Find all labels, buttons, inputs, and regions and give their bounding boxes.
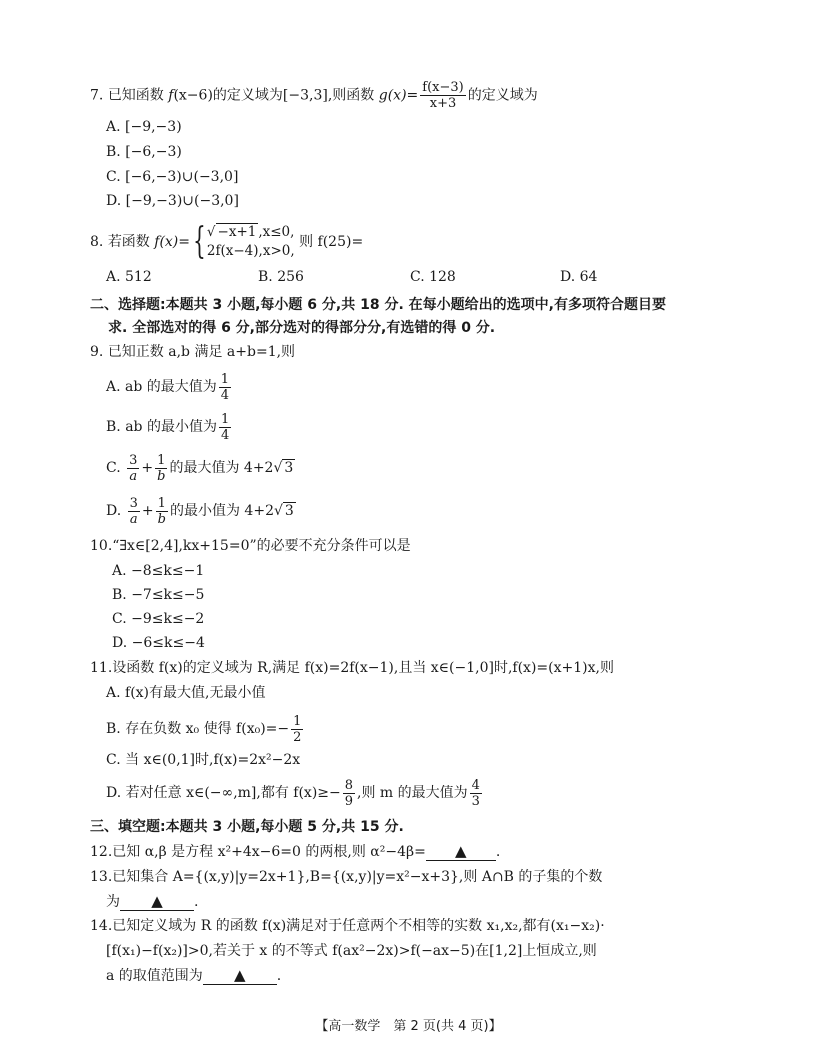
- q9-d-num1: 3: [129, 495, 138, 511]
- q13-number: 13.: [90, 869, 113, 885]
- q11-d-fraction2: [470, 778, 482, 809]
- q9-option-b: [106, 410, 233, 444]
- q10-stem: [90, 537, 411, 555]
- q11-d-num1: 8: [344, 777, 354, 793]
- q10-option-b: B. −7≤k≤−5: [112, 587, 205, 603]
- q9-b-fraction: [219, 412, 231, 443]
- section2-instructions: 求. 全部选对的得 6 分,部分选对的得部分分,有选错的得 0 分.: [108, 320, 496, 336]
- q9-d-den1: a: [129, 511, 138, 527]
- q7-fraction: [420, 80, 465, 111]
- q14-line3: [106, 967, 281, 985]
- q12-end: .: [495, 844, 501, 860]
- q9-d-fraction2: [156, 496, 168, 527]
- q9-c-den1: a: [129, 468, 138, 484]
- q9-a-den: 4: [220, 387, 230, 403]
- q8-option-d: D. 64: [560, 269, 598, 285]
- q9-d-fraction1: [128, 496, 140, 527]
- q9-a-text: A. ab 的最大值为: [106, 379, 217, 395]
- q14-answer-blank[interactable]: [203, 967, 277, 985]
- q7-stem-a: 已知函数: [107, 87, 164, 104]
- q7-option-c: C. [−6,−3)∪(−3,0]: [106, 169, 239, 185]
- q9-c-label: C.: [106, 460, 121, 476]
- q14-triangle-icon: ▲: [234, 966, 246, 984]
- q9-c-fraction2: [155, 453, 167, 484]
- q7-stem-b: 的定义域为[−3,3],则函数: [212, 87, 375, 104]
- q12-triangle-icon: ▲: [455, 842, 467, 860]
- q9-c-num2: 1: [155, 453, 167, 469]
- q8-option-a: A. 512: [106, 269, 152, 285]
- q7-fx-name: f: [168, 87, 174, 104]
- q13-stem-text: 已知集合 A={(x,y)|y=2x+1},B={(x,y)|y=x²−x+3},则 A∩B 的子集的个数: [112, 869, 603, 885]
- q11-number: 11.: [90, 660, 113, 676]
- q10-option-a: A. −8≤k≤−1: [112, 563, 205, 579]
- q9-b-den: 4: [220, 427, 230, 443]
- page-footer: 【高一数学 第 2 页(共 4 页)】: [315, 1019, 502, 1034]
- q10-option-d: D. −6≤k≤−4: [112, 635, 205, 651]
- q8-stem: [90, 222, 363, 262]
- q9-option-c: C. $\frac{3}{a}$ + $\frac{1}{b}$ 的最大值为 4+2√ 3: [106, 452, 294, 484]
- q8-brace: {: [193, 221, 206, 262]
- q9-a-num: 1: [220, 371, 230, 387]
- q12-stem: [90, 843, 500, 861]
- q10-number: 10.: [90, 538, 113, 554]
- q8-option-b: B. 256: [258, 269, 304, 285]
- q9-option-a: [106, 370, 233, 404]
- q11-option-c: C. 当 x∈(0,1]时,f(x)=2x²−2x: [106, 752, 301, 768]
- q8-case1-expr: −x+1: [217, 224, 257, 240]
- q8-stem-b: 则 f(25)=: [299, 234, 364, 250]
- q10-option-c: C. −9≤k≤−2: [112, 611, 205, 627]
- q12-number: 12.: [90, 844, 113, 860]
- q12-stem-text: 已知 α,β 是方程 x²+4x−6=0 的两根,则 α²−4β=: [112, 844, 426, 860]
- q11-d-mid: ,则 m 的最大值为: [357, 785, 468, 801]
- q13-triangle-icon: ▲: [151, 892, 163, 910]
- q7-g-expr: g(x)=: [378, 87, 419, 104]
- q8-case1-cond: ,x≤0,: [258, 224, 295, 240]
- q9-d-plus: +: [141, 503, 154, 519]
- q11-option-b: [106, 712, 305, 746]
- q7-number: 7.: [90, 87, 104, 104]
- q13-end: .: [194, 894, 199, 910]
- q14-line3-text: a 的取值范围为: [106, 968, 203, 984]
- q7-stem: [90, 80, 538, 111]
- q13-line2-text: 为: [106, 894, 120, 910]
- q9-c-sqrt: 3: [284, 460, 294, 476]
- q14-number: 14.: [90, 918, 113, 934]
- q14-line2: [f(x₁)−f(x₂)]>0,若关于 x 的不等式 f(ax²−2x)>f(−ax−5)在[1,2]上恒成立,则: [106, 943, 597, 959]
- q9-d-den2: b: [157, 511, 166, 527]
- q9-c-den2: b: [157, 468, 166, 484]
- q8-number: 8.: [90, 234, 104, 250]
- q12-answer-blank[interactable]: [426, 843, 496, 861]
- q11-b-text: B. 存在负数 x₀ 使得 f(x₀)=−: [106, 721, 290, 737]
- q11-b-num: 1: [293, 713, 302, 729]
- q8-piecewise: [207, 223, 295, 261]
- q14-line1: [90, 917, 605, 935]
- q9-c-num1: 3: [129, 452, 138, 468]
- q8-case1: √ −x+1 ,x≤0,: [206, 224, 295, 240]
- q7-frac-num: f(x−3): [422, 80, 464, 95]
- q14-end: .: [276, 968, 282, 984]
- q11-d-fraction1: [343, 778, 355, 809]
- q9-d-sqrt: 3: [284, 503, 294, 519]
- q8-stem-a: 若函数: [107, 234, 150, 250]
- q9-c-plus: +: [141, 460, 154, 476]
- q13-line2: [106, 893, 198, 911]
- q7-stem-c: 的定义域为: [467, 87, 538, 104]
- q9-d-post: 的最小值为 4+2: [169, 503, 274, 519]
- q8-fx: f(x)=: [154, 234, 190, 250]
- q9-stem-text: 已知正数 a,b 满足 a+b=1,则: [107, 344, 296, 360]
- q11-option-d: [106, 776, 484, 810]
- q11-d-den1: 9: [344, 793, 354, 809]
- q9-d-num2: 1: [156, 496, 168, 512]
- q11-stem: [90, 659, 614, 677]
- q8-case2: 2f(x−4),x>0,: [206, 243, 295, 259]
- q13-answer-blank[interactable]: [120, 893, 194, 911]
- q7-frac-den: x+3: [429, 96, 457, 111]
- q13-stem: [90, 868, 602, 886]
- q11-stem-text: 设函数 f(x)的定义域为 R,满足 f(x)=2f(x−1),且当 x∈(−1,0]时,f(x)=(x+1)x,则: [112, 660, 614, 676]
- q7-option-b: B. [−6,−3): [106, 144, 182, 160]
- q7-fx-arg: (x−6): [173, 87, 213, 104]
- q11-d-den2: 3: [471, 793, 480, 809]
- q11-d-text: D. 若对任意 x∈(−∞,m],都有 f(x)≥−: [106, 785, 341, 801]
- q11-option-a: A. f(x)有最大值,无最小值: [106, 685, 266, 701]
- q10-stem-text: “∃x∈[2,4],kx+15=0”的必要不充分条件可以是: [112, 538, 411, 554]
- section2-heading: 二、选择题:本题共 3 小题,每小题 6 分,共 18 分. 在每小题给出的选项中,有多项符合题目要: [90, 297, 666, 313]
- q9-c-post: 的最大值为 4+2: [169, 460, 274, 476]
- q9-option-d: D. $\frac{3}{a}$ + $\frac{1}{b}$ 的最小值为 4+2√ 3: [106, 495, 294, 527]
- q11-d-num2: 4: [471, 777, 480, 793]
- q11-b-fraction: [291, 714, 303, 745]
- q11-b-den: 2: [293, 729, 302, 745]
- q7-option-d: D. [−9,−3)∪(−3,0]: [106, 193, 239, 209]
- q9-b-num: 1: [220, 411, 230, 427]
- section3-heading: 三、填空题:本题共 3 小题,每小题 5 分,共 15 分.: [90, 819, 404, 835]
- q14-line1-text: 已知定义域为 R 的函数 f(x)满足对于任意两个不相等的实数 x₁,x₂,都有(x₁−x₂)·: [112, 918, 605, 934]
- q7-option-a: A. [−9,−3): [106, 119, 182, 135]
- q9-b-text: B. ab 的最小值为: [106, 419, 217, 435]
- q9-stem: [90, 343, 295, 361]
- q9-a-fraction: [219, 372, 231, 403]
- q9-number: 9.: [90, 344, 104, 360]
- q9-c-fraction1: [127, 453, 139, 484]
- q9-d-label: D.: [106, 503, 122, 519]
- q8-option-c: C. 128: [410, 269, 456, 285]
